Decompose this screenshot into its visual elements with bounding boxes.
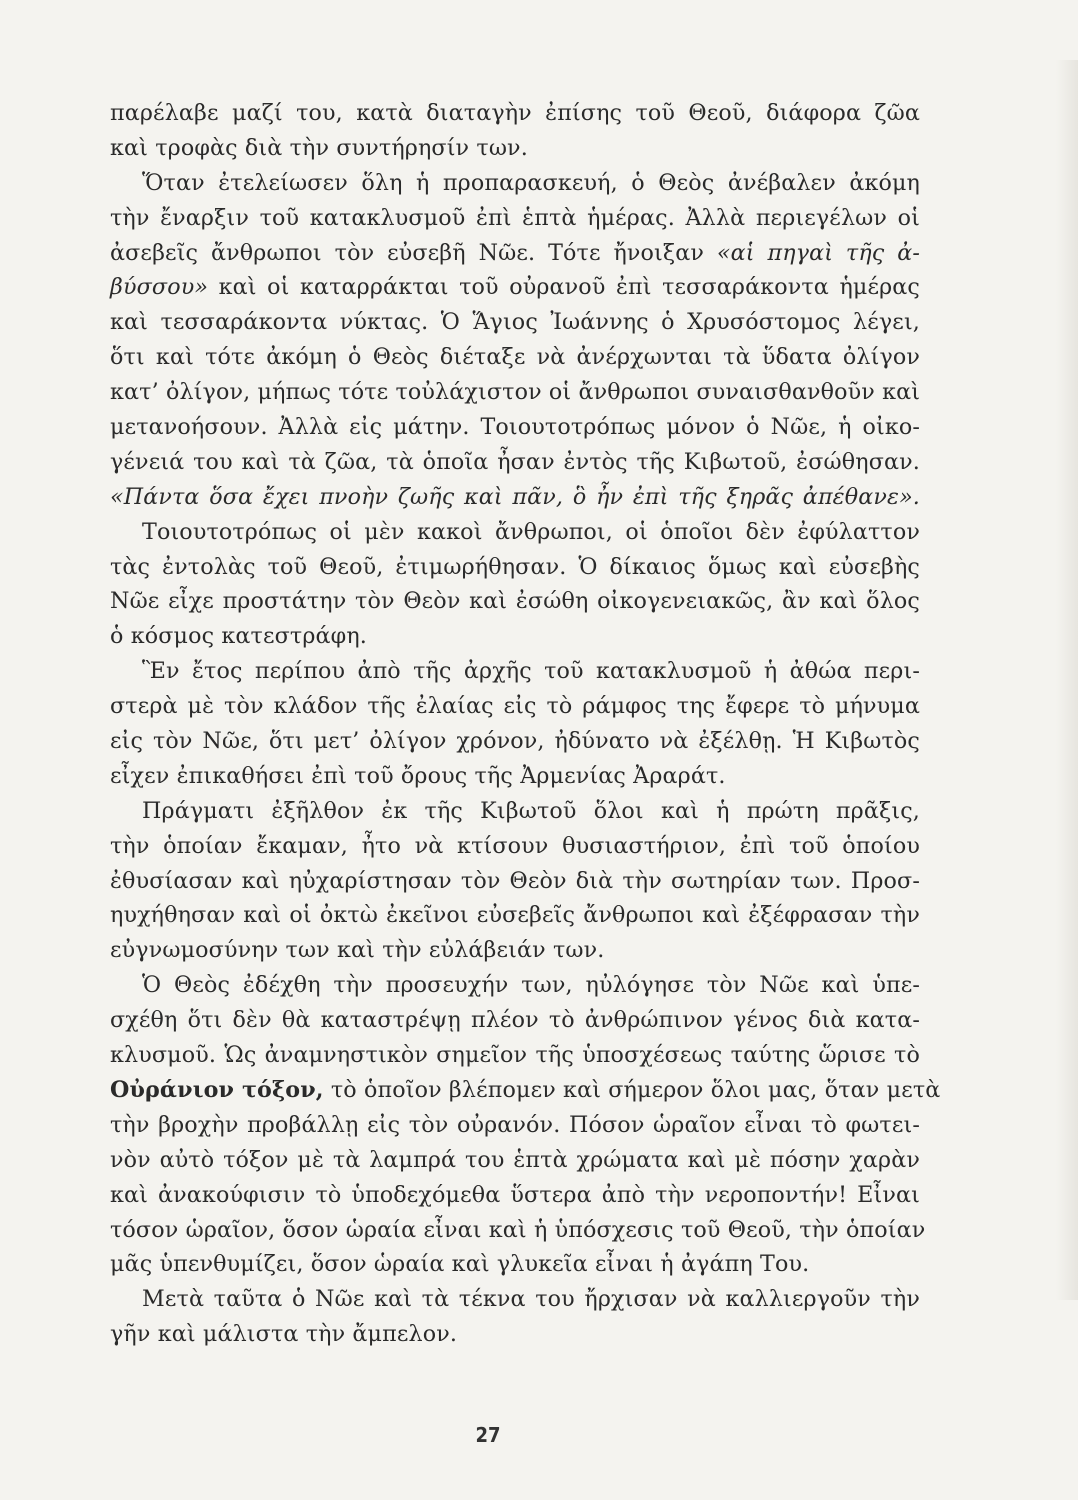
- text-line: γένειά του καὶ τὰ ζῶα, τὰ ὁποῖα ἦσαν ἐντὸς τῆς Κιβωτοῦ, ἐσώθησαν.: [110, 448, 920, 475]
- text-line: σχέθη ὅτι δὲν θὰ καταστρέψῃ πλέον τὸ ἀνθρώπινον γένος διὰ κατα-: [110, 1007, 920, 1034]
- text-line: Ὅταν ἐτελείωσεν ὅλη ἡ προπαρασκευή, ὁ Θεὸς ἀνέβαλεν ἀκόμη: [142, 169, 920, 196]
- text-line: μετανοήσουν. Ἀλλὰ εἰς μάτην. Τοιουτοτρόπως μόνον ὁ Νῶε, ἡ οἰκο-: [110, 414, 920, 441]
- text-line: ὅτι καὶ τότε ἀκόμη ὁ Θεὸς διέταξε νὰ ἀνέρχωνται τὰ ὕδατα ὀλίγον: [110, 344, 920, 371]
- text-line: παρέλαβε μαζί του, κατὰ διαταγὴν ἐπίσης τοῦ Θεοῦ, διάφορα ζῶα: [110, 100, 920, 126]
- text-line: κλυσμοῦ. Ὡς ἀναμνηστικὸν σημεῖον τῆς ὑποσχέσεως ταύτης ὥρισε τὸ: [110, 1042, 920, 1069]
- text-line: τόσον ὡραῖον, ὅσον ὡραία εἶναι καὶ ἡ ὑπόσχεσις τοῦ Θεοῦ, τὴν ὁποίαν: [110, 1216, 926, 1243]
- page-edge-shadow: [1056, 60, 1078, 1300]
- text-line: καὶ ἀνακούφισιν τὸ ὑποδεχόμεθα ὕστερα ἀπὸ τὴν νεροποντήν! Εἶναι: [110, 1181, 920, 1208]
- text-line: εἶχεν ἐπικαθήσει ἐπὶ τοῦ ὄρους τῆς Ἀρμενίας Ἀραράτ.: [110, 762, 726, 789]
- text-line: [110, 1073, 941, 1108]
- text-line: «Πάντα ὅσα ἔχει πνοὴν ζωῆς καὶ πᾶν, ὃ ἦν ἐπὶ τῆς ξηρᾶς ἀπέθανε».: [110, 483, 920, 510]
- text-segment: καὶ οἱ καταρράκται τοῦ οὐρανοῦ ἐπὶ τεσσαράκοντα ἡμέρας: [218, 274, 921, 301]
- text-line: τὴν βροχὴν προβάλλῃ εἰς τὸν οὐρανόν. Πόσον ὡραῖον εἶναι τὸ φωτει-: [110, 1111, 920, 1138]
- text-line: καὶ τεσσαράκοντα νύκτας. Ὁ Ἅγιος Ἰωάννης ὁ Χρυσόστομος λέγει,: [110, 309, 920, 336]
- text-line: κατ’ ὀλίγον, μήπως τότε τοὐλάχιστον οἱ ἄνθρωποι συναισθανθοῦν καὶ: [110, 379, 921, 406]
- text-line: γῆν καὶ μάλιστα τὴν ἄμπελον.: [110, 1321, 458, 1348]
- text-segment: ἀσεβεῖς ἄνθρωποι τὸν εὐσεβῆ Νῶε. Τότε ἤνοιξαν: [110, 239, 705, 266]
- text-segment: τὸ ὁποῖον βλέπομεν καὶ σήμερον ὅλοι μας, ὅταν μετὰ: [330, 1076, 941, 1103]
- text-line: στερὰ μὲ τὸν κλάδον τῆς ἐλαίας εἰς τὸ ράμφος της ἔφερε τὸ μήνυμα: [110, 693, 920, 720]
- text-line: νὸν αὐτὸ τόξον μὲ τὰ λαμπρά του ἑπτὰ χρώματα καὶ μὲ πόσην χαρὰν: [110, 1146, 920, 1173]
- text-line: Πράγματι ἐξῆλθον ἐκ τῆς Κιβωτοῦ ὅλοι καὶ ἡ πρώτη πρᾶξις,: [142, 797, 920, 824]
- italic-quote: «αἱ πηγαὶ τῆς ἀ-: [716, 239, 920, 266]
- text-line: Ὁ Θεὸς ἐδέχθη τὴν προσευχήν των, ηὐλόγησε τὸν Νῶε καὶ ὑπε-: [142, 972, 920, 999]
- text-line: τὰς ἐντολὰς τοῦ Θεοῦ, ἐτιμωρήθησαν. Ὁ δίκαιος ὅμως καὶ εὐσεβὴς: [110, 553, 920, 580]
- page-number: 27: [475, 1423, 501, 1447]
- text-line: ηυχήθησαν καὶ οἱ ὀκτὼ ἐκεῖνοι εὐσεβεῖς ἄνθρωποι καὶ ἐξέφρασαν τὴν: [110, 902, 920, 929]
- text-line: [110, 236, 920, 271]
- body-text: [110, 96, 941, 1352]
- text-line: Μετὰ ταῦτα ὁ Νῶε καὶ τὰ τέκνα του ἤρχισαν νὰ καλλιεργοῦν τὴν: [142, 1286, 920, 1313]
- text-line: μᾶς ὑπενθυμίζει, ὅσον ὡραία καὶ γλυκεῖα εἶναι ἡ ἀγάπη Του.: [110, 1251, 810, 1278]
- bold-term: Οὐράνιον τόξον,: [110, 1076, 324, 1103]
- text-line: [110, 270, 920, 305]
- text-line: εἰς τὸν Νῶε, ὅτι μετ’ ὀλίγον χρόνον, ἠδύνατο νὰ ἐξέλθῃ. Ἡ Κιβωτὸς: [110, 728, 920, 755]
- italic-quote: βύσσου»: [110, 274, 209, 301]
- text-line: τὴν ὁποίαν ἔκαμαν, ἦτο νὰ κτίσουν θυσιαστήριον, ἐπὶ τοῦ ὁποίου: [110, 832, 920, 859]
- text-line: καὶ τροφὰς διὰ τὴν συντήρησίν των.: [110, 134, 528, 161]
- text-line: ὁ κόσμος κατεστράφη.: [110, 623, 367, 650]
- text-line: Ἓν ἔτος περίπου ἀπὸ τῆς ἀρχῆς τοῦ κατακλυσμοῦ ἡ ἀθώα περι-: [142, 658, 920, 685]
- text-line: Νῶε εἶχε προστάτην τὸν Θεὸν καὶ ἐσώθη οἰκογενειακῶς, ἂν καὶ ὅλος: [110, 588, 920, 615]
- text-line: εὐγνωμοσύνην των καὶ τὴν εὐλάβειάν των.: [110, 937, 605, 964]
- text-line: ἐθυσίασαν καὶ ηὐχαρίστησαν τὸν Θεὸν διὰ τὴν σωτηρίαν των. Προσ-: [110, 867, 920, 894]
- text-line: τὴν ἔναρξιν τοῦ κατακλυσμοῦ ἐπὶ ἑπτὰ ἡμέρας. Ἀλλὰ περιεγέλων οἱ: [110, 204, 920, 231]
- text-line: Τοιουτοτρόπως οἱ μὲν κακοὶ ἄνθρωποι, οἱ ὁποῖοι δὲν ἐφύλαττον: [142, 518, 920, 545]
